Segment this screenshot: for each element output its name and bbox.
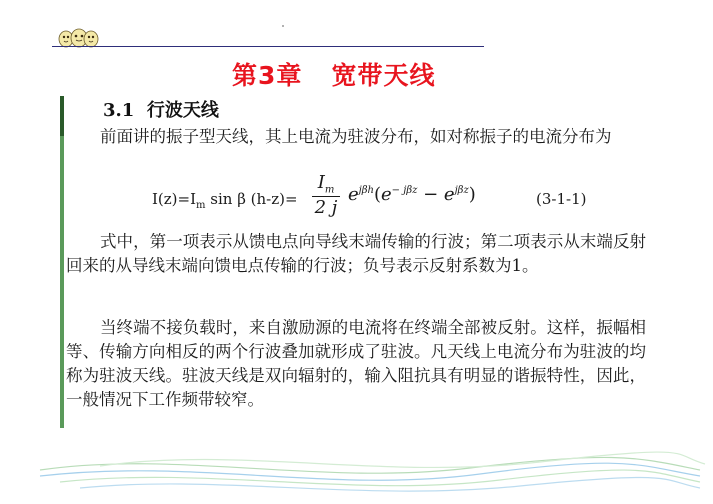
left-accent-bar-top bbox=[60, 96, 64, 136]
equation-number: (3-1-1) bbox=[536, 190, 587, 208]
formula-exponentials: $e^{j\beta h}(e^{- j\beta z} - e^{j\beta z})$ bbox=[348, 184, 476, 205]
formula-fraction: $I_m$ 2 j bbox=[310, 172, 342, 218]
chapter-title: 第3章 宽带天线 bbox=[232, 61, 436, 90]
footer-swirl-decoration bbox=[0, 440, 713, 504]
decorative-dot bbox=[282, 25, 284, 27]
section-title: 3.1 行波天线 bbox=[103, 100, 219, 121]
standing-wave-paragraph: 当终端不接负载时，来自激励源的电流将在终端全部被反射。这样，振幅相等、传输方向相反的两个行波叠加就形成了驻波。凡天线上电流分布为驻波的均称为驻波天线。驻波天线是双向辐射的，输入阻抗具有明显的谐振特性，因此，一般情况下工作频带较窄。 bbox=[66, 318, 646, 409]
explanation-paragraph: 式中，第一项表示从馈电点向导线末端传输的行波；第二项表示从末端反射回来的从导线末端向馈电点传输的行波；负号表示反射系数为1。 bbox=[66, 232, 646, 275]
current-distribution-formula bbox=[152, 170, 622, 230]
left-accent-bar bbox=[60, 96, 64, 428]
header-rule bbox=[52, 46, 484, 47]
intro-paragraph: 前面讲的振子型天线，其上电流为驻波分布，如对称振子的电流分布为 bbox=[100, 127, 612, 146]
mascot-logo-icon bbox=[56, 27, 100, 51]
formula-lhs: $I(z)=I_m$ sin β (h-z)= bbox=[152, 190, 298, 211]
